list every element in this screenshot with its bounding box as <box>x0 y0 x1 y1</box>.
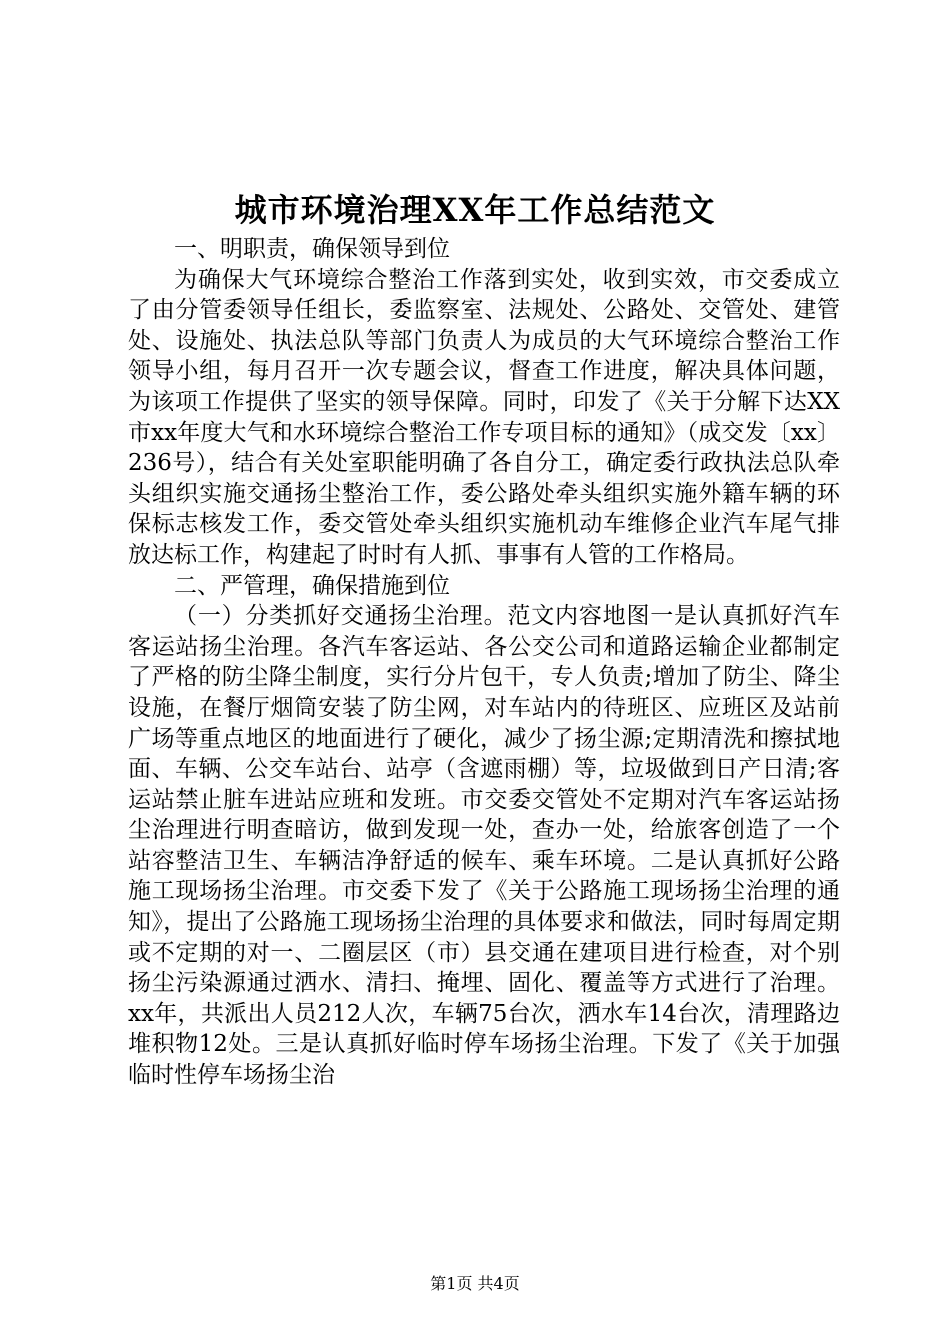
document-body <box>128 234 840 1091</box>
page-number-footer: 第1页 共4页 <box>430 1274 520 1293</box>
section1-heading: 一、明职责，确保领导到位 <box>174 236 450 262</box>
document-title: 城市环境治理XX年工作总结范文 <box>234 191 716 229</box>
section2-heading: 二、严管理，确保措施到位 <box>174 572 450 599</box>
section2-paragraph: （一）分类抓好交通扬尘治理。范文内容地图一是认真抓好汽车客运站扬尘治理。各汽车客运站、各公交公司和道路运输企业都制定了严格的防尘降尘制度，实行分片包干，专人负责;增加了防尘、降尘设施，在餐厅烟筒安装了防尘网，对车站内的待班区、应班区及站前广场等重点地区的地面进行了硬化，减少了扬尘源;定期清洗和擦拭地面、车辆、公交车站台、站亭（含遮雨棚）等，垃圾做到日产日清;客运站禁止脏车进站应班和发班。市交委交管处不定期对汽车客运站扬尘治理进行明查暗访，做到发现一处，查办一处，给旅客创造了一个站容整洁卫生、车辆洁净舒适的候车、乘车环境。二是认真抓好公路施工现场扬尘治理。市交委下发了《关于公路施工现场扬尘治理的通知》，提出了公路施工现场扬尘治理的具体要求和做法，同时每周定期或不定期的对一、二圈层区（市）县交通在建项目进行检查，对个别扬尘污染源通过洒水、清扫、掩埋、固化、覆盖等方式进行了治理。xx年，共派出人员212人次，车辆75台次，洒水车14台次，清理路边堆积物12处。三是认真抓好临时停车场扬尘治理。下发了《关于加强临时性停车场扬尘治 <box>128 603 840 1089</box>
section1-paragraph: 为确保大气环境综合整治工作落到实处，收到实效，市交委成立了由分管委领导任组长，委监察室、法规处、公路处、交管处、建管处、设施处、执法总队等部门负责人为成员的大气环境综合整治工作领导小组，每月召开一次专题会议，督查工作进度，解决具体问题，为该项工作提供了坚实的领导保障。同时，印发了《关于分解下达XX市xx年度大气和水环境综合整治工作专项目标的通知》（成交发〔xx〕236号），结合有关处室职能明确了各自分工，确定委行政执法总队牵头组织实施交通扬尘整治工作，委公路处牵头组织实施外籍车辆的环保标志核发工作，委交管处牵头组织实施机动车维修企业汽车尾气排放达标工作，构建起了时时有人抓、事事有人管的工作格局。 <box>128 266 840 568</box>
